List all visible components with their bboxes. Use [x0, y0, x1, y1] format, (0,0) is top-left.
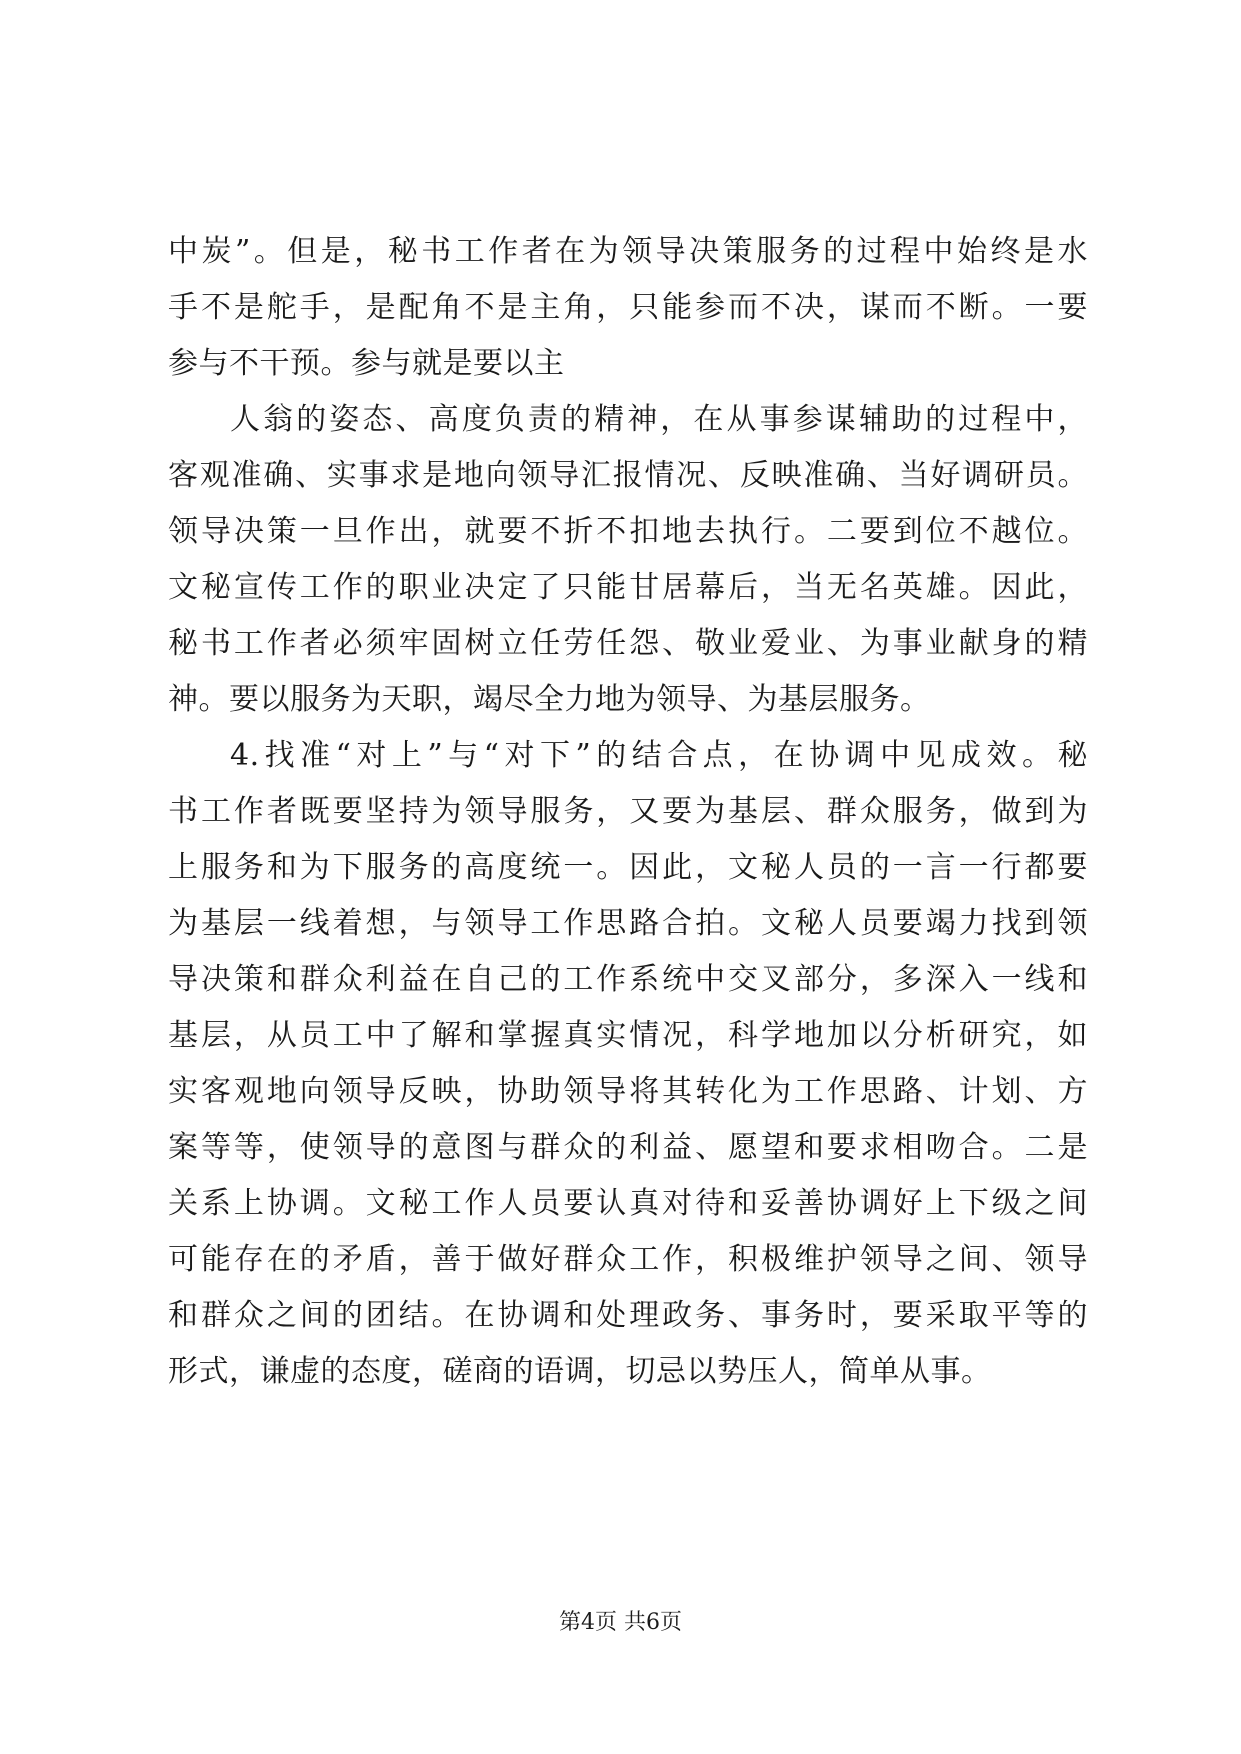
text-line: 案等等，使领导的意图与群众的利益、愿望和要求相吻合。二是 — [168, 1130, 1088, 1165]
text-line: 实客观地向领导反映，协助领导将其转化为工作思路、计划、方 — [168, 1074, 1088, 1109]
text-line: 神。要以服务为天职，竭尽全力地为领导、为基层服务。 — [168, 682, 931, 717]
text-line: 中炭”。但是，秘书工作者在为领导决策服务的过程中始终是水 — [168, 234, 1088, 269]
paragraph — [168, 224, 1088, 392]
text-line: 秘书工作者必须牢固树立任劳任怨、敬业爱业、为事业献身的精 — [168, 626, 1088, 661]
text-line: 上服务和为下服务的高度统一。因此，文秘人员的一言一行都要 — [168, 850, 1088, 885]
page-number-label: 第4页 共6页 — [559, 1610, 682, 1635]
text-line: 可能存在的矛盾，善于做好群众工作，积极维护领导之间、领导 — [168, 1242, 1088, 1277]
text-line: 形式，谦虚的态度，磋商的语调，切忌以势压人，简单从事。 — [168, 1354, 992, 1389]
text-line: 文秘宣传工作的职业决定了只能甘居幕后，当无名英雄。因此， — [168, 570, 1088, 605]
text-line: 基层，从员工中了解和掌握真实情况，科学地加以分析研究，如 — [168, 1018, 1088, 1053]
text-line: 人翁的姿态、高度负责的精神，在从事参谋辅助的过程中， — [230, 402, 1088, 437]
text-line: 参与不干预。参与就是要以主 — [168, 346, 565, 381]
text-line: 为基层一线着想，与领导工作思路合拍。文秘人员要竭力找到领 — [168, 906, 1088, 941]
paragraph — [168, 728, 1088, 1400]
text-line: 关系上协调。文秘工作人员要认真对待和妥善协调好上下级之间 — [168, 1186, 1088, 1221]
document-body — [168, 224, 1088, 1400]
text-line: 领导决策一旦作出，就要不折不扣地去执行。二要到位不越位。 — [168, 514, 1088, 549]
text-line: 手不是舵手，是配角不是主角，只能参而不决，谋而不断。一要 — [168, 290, 1088, 325]
text-line: 客观准确、实事求是地向领导汇报情况、反映准确、当好调研员。 — [168, 458, 1088, 493]
paragraph — [168, 392, 1088, 728]
text-line: 4.找准“对上”与“对下”的结合点，在协调中见成效。秘 — [230, 738, 1088, 773]
text-line: 和群众之间的团结。在协调和处理政务、事务时，要采取平等的 — [168, 1298, 1088, 1333]
text-line: 导决策和群众利益在自己的工作系统中交叉部分，多深入一线和 — [168, 962, 1088, 997]
text-line: 书工作者既要坚持为领导服务，又要为基层、群众服务，做到为 — [168, 794, 1088, 829]
page-footer — [0, 1608, 1241, 1638]
